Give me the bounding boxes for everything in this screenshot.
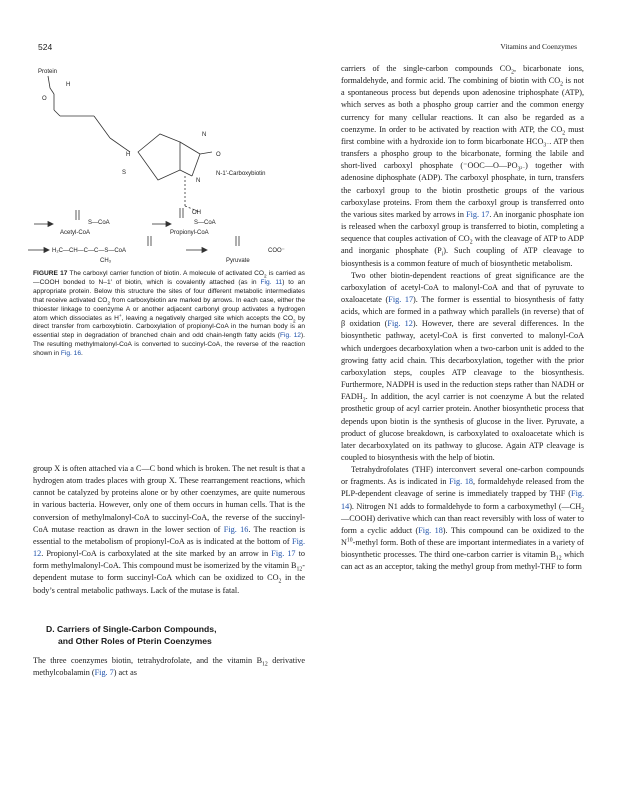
- running-title: Vitamins and Coenzymes: [500, 42, 577, 51]
- label-pyruvate: Pyruvate: [226, 258, 250, 264]
- label-o: O: [42, 96, 47, 102]
- figure-17-caption: FIGURE 17 The carboxyl carrier function of biotin. A molecule of activated $CO_2$ is carried as —COOH bonded to N–1′ of biotin, which is covalently attached (as in Fig. 11) to an appropriate protein. Below this structure the sites of four different metabolic intermediates that receive activated $CO_2$ from carboxybiotin are marked by arrows. In each case, either the thioester linkage to coenzyme A or another adjacent carbonyl group activates a hydrogen atom which dissociates as H+, leaving a negatively charged site which accepts the $CO_2$ by direct transfer from carboxybiotin. Carboxylation of propionyl-CoA in the human body is an essential step in degradation of branched chain and odd chain-length fatty acids (Fig. 12). The resulting methylmalonyl-CoA is converted to succinyl-CoA, the reverse of the reaction shown in Fig. 16.: [33, 270, 306, 358]
- fig-link[interactable]: Fig. 12: [279, 332, 301, 340]
- caption-label: FIGURE 17: [33, 270, 68, 277]
- ring-bond: [192, 154, 200, 176]
- figure-17-diagram: [20, 64, 320, 266]
- carbonyl-bond: [200, 152, 212, 154]
- label-ch3: CH₃: [100, 258, 112, 264]
- label-scoa: S—CoA: [88, 220, 110, 226]
- arrowhead: [166, 222, 171, 227]
- fig-link[interactable]: Fig. 18: [418, 525, 443, 535]
- right-paragraph-3: Tetrahydrofolates (THF) interconvert several one-carbon compounds or fragments. As is indicated in Fig. 18, formaldehyde released from the PLP-dependent cleavage of serine is immediately trapped by THF (Fig. 14). Nitrogen N1 adds to formaldehyde to form a carboxymethyl $(—CH_2—COOH)$ derivative which can than react reversibly with loss of water to form a cyclic adduct (Fig. 18). This compound can be oxidized to the $N^{10}$-methyl form. Both of these are important intermediates in a variety of biosynthetic processes. The third one-carbon carrier is vitamin $B_{12}$ which can act as an acceptor, taking the methyl group from methyl-THF to form: [341, 465, 584, 572]
- label-h2: H: [126, 152, 131, 158]
- label-n-top: N: [202, 132, 207, 138]
- section-heading: [46, 623, 306, 647]
- ring-bond: [180, 170, 192, 176]
- right-column: [341, 63, 584, 574]
- label-coo: COO⁻: [268, 248, 285, 254]
- label-scoa-2: S—CoA: [194, 220, 216, 226]
- label-n-prime: N: [196, 178, 201, 184]
- left-column-paragraph-2: The three coenzymes biotin, tetrahydrofolate, and the vitamin $B_{12}$ derivative methylcobalamin (Fig. 7) act as: [33, 656, 306, 678]
- page-number: 524: [38, 42, 53, 52]
- fig-link[interactable]: Fig. 17: [271, 549, 296, 559]
- label-o2: O: [216, 152, 221, 158]
- chain-bond: [110, 138, 130, 152]
- ring-bond: [180, 142, 200, 154]
- arrowhead: [202, 248, 207, 253]
- fig-link[interactable]: Fig. 16: [60, 350, 82, 358]
- fig-link[interactable]: Fig. 17: [466, 209, 490, 219]
- section-heading-line-1: D. Carriers of Single-Carbon Compounds,: [46, 624, 217, 634]
- fig-link[interactable]: Fig. 12: [33, 536, 305, 559]
- chain-bond: [94, 116, 110, 138]
- label-acetyl-coa: Acetyl-CoA: [60, 230, 91, 236]
- right-paragraph-2: Two other biotin-dependent reactions of great significance are the carboxylation of acetyl-CoA to malonyl-CoA and that of pyruvate to oxaloacetate (Fig. 17). The former is essential to biosynthesis of fatty acids, which are formed in a pathway which parallels (in reverse) that of β oxidation (Fig. 12). However, there are several differences. In the biosynthetic pathway, acetyl-CoA is first converted to malonyl-CoA which undergoes decarboxylation when a two-carbon unit is added to the growing fatty acid chain. This decarboxylation, together with the prior carboxylation steps, couples ATP cleavage to the biosynthesis. Furthermore, NADPH is used in the reduction steps rather than NADH or $FADH_2$. In addition, the acyl carrier is not coenzyme A but the related prosthetic group of acyl carrier protein. Another biosynthetic process that depends upon biotin is the synthesis of glucose in the liver. Pyruvate, a product of glucose breakdown, is carboxylated to oxaloacetate which is later decarboxylated on its pathway to glucose. Again ATP cleavage is coupled to biosynthesis with the help of biotin.: [341, 270, 584, 462]
- fig-link[interactable]: Fig. 11: [260, 278, 283, 286]
- protein-chain-bond: [48, 76, 54, 94]
- fig-link[interactable]: Fig. 12: [387, 319, 413, 329]
- label-protein: Protein: [38, 69, 58, 75]
- arrowhead: [48, 222, 53, 227]
- section-heading-line-2: and Other Roles of Pterin Coenzymes: [58, 636, 212, 646]
- fig-link[interactable]: Fig. 14: [341, 489, 584, 511]
- right-paragraph-1: carriers of the single-carbon compounds $CO_2$, bicarbonate ions, formaldehyde, and formic acid. The combining of biotin with $CO_2$ is not a spontaneous process but depends upon adenosine triphosphate (ATP), which serves as both a phospho group carrier and the common energy currency for many cellular reactions. It can also be regarded as a coenzyme. In order to be activated by reaction with ATP, the $CO_2$ must first combine with a hydroxide ion to form bicarbonate $HCO_{3^-}$. ATP then transfers a phospho group to the bicarbonate, forming the labile and short-lived carboxyl phosphate $(^-OOC—O—PO_{3^{2-}})$ together with adenosine diphosphate (ADP). The carboxyl phosphate, in turn, transfers the carboxyl group to the biotin prosthetic groups of the various carboxylase proteins. From them the carboxyl group is transferred onto the various sites marked by arrows in Fig. 17. An inorganic phosphate ion is released when the carboxyl group is transferred to biotin, completing a sequence that couples activation of $CO_2$ with the cleavage of ATP to ADP and inorganic phosphate $(P_i)$. Such coupling of ATP cleavage to biosynthesis is a common feature of much of biosynthetic metabolism.: [341, 64, 585, 268]
- left-column-paragraph-1: group X is often attached via a C—C bond which is broken. The net result is that a hydrogen atom trades places with group X. These rearrangement reactions, which cannot be catalyzed by proteins alone or by other coenzymes, are quite numerous in various bacteria. However, only one of them occurs in human cells. That is the conversion of methylmalonyl-CoA to succinyl-CoA, the reverse of the succinyl-CoA mutase reaction as drawn in the lower section of Fig. 16. The reaction is essential to the metabolism of propionyl-CoA as is indicated at the bottom of Fig. 12. Propionyl-CoA is carboxylated at the site marked by an arrow in Fig. 17 to form methylmalonyl-CoA. This compound must be isomerized by the vitamin $B_{12}$-dependent mutase to form succinyl-CoA which can be oxidized to $CO_2$ in the body’s central metabolic pathways. Lack of the mutase is fatal.: [33, 464, 305, 595]
- thiophane-ring: [138, 134, 180, 180]
- arrowhead: [44, 248, 49, 253]
- label-propionyl-coa: Propionyl-CoA: [170, 230, 209, 236]
- label-oh: OH: [192, 210, 201, 216]
- label-h: H: [66, 82, 71, 88]
- fig-link[interactable]: Fig. 16: [223, 524, 249, 534]
- fig-link[interactable]: Fig. 17: [388, 294, 414, 304]
- protein-bond: [54, 110, 60, 116]
- label-h2c-row: H₂C—CH—C—C—S—CoA: [52, 248, 127, 254]
- fig-link[interactable]: Fig. 18: [449, 477, 474, 487]
- label-carboxybiotin: N-1'-Carboxybiotin: [216, 171, 266, 177]
- label-s: S: [122, 170, 127, 176]
- biotin-structure-svg: [20, 64, 320, 266]
- fig-link[interactable]: Fig. 7: [94, 668, 114, 678]
